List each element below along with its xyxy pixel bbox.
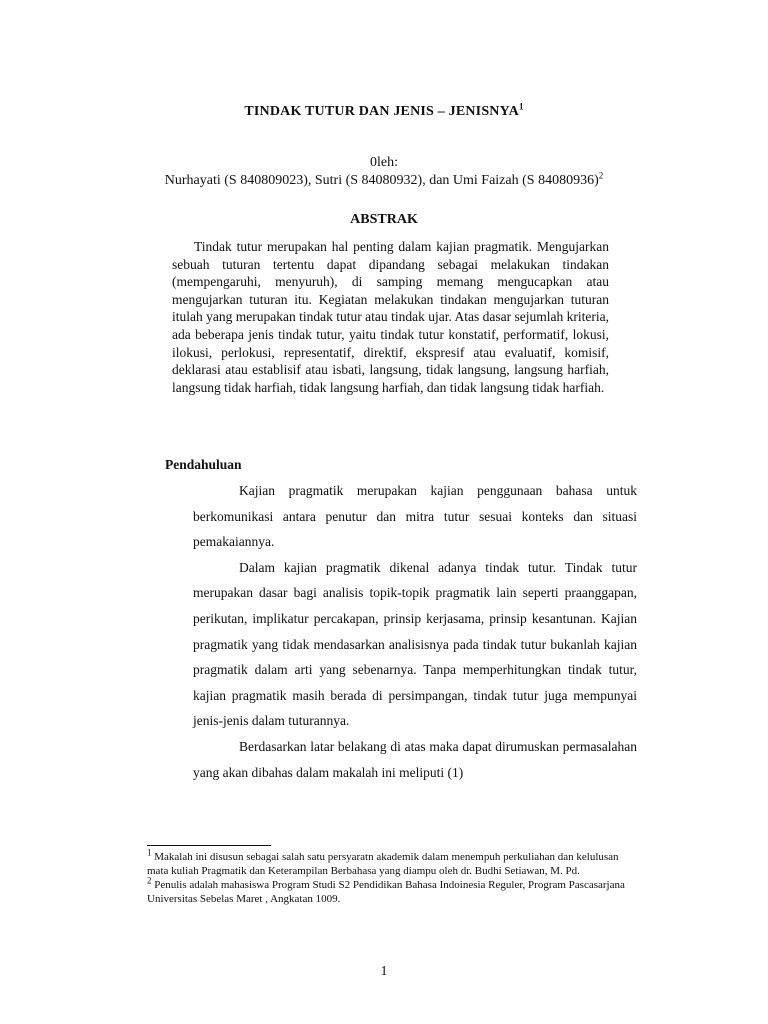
body-paragraph: Kajian pragmatik merupakan kajian penggunaan bahasa untuk berkomunikasi antara penutur dan mitra tutur sesuai konteks dan situasi pemakaiannya. [193, 483, 637, 550]
footnote-text: Makalah ini disusun sebagai salah satu persyaratn akademik dalam menempuh perkuliahan dan kelulusan mata kuliah Pragmatik dan Keterampilan Berbahasa yang diampu oleh dr. Budhi Setiawan, M. Pd. [147, 851, 619, 877]
footnote-mark: 2 [147, 875, 152, 886]
abstract-heading: ABSTRAK [350, 212, 418, 227]
footnote [147, 847, 635, 878]
author-list [0, 170, 768, 189]
section-heading: Pendahuluan [165, 457, 242, 472]
title-footnote-mark: 1 [518, 101, 524, 112]
authors-text: Nurhayati (S 840809023), Sutri (S 84080932), dan Umi Faizah (S 84080936) [164, 173, 599, 188]
footnote-text: Penulis adalah mahasiswa Program Studi S2 Pendidikan Bahasa Indoinesia Reguler, Program Pascasarjana Universitas Sebelas Maret , Angkatan 1009. [147, 879, 625, 905]
body-text [193, 478, 637, 785]
title-text: TINDAK TUTUR DAN JENIS – JENISNYA [244, 104, 519, 119]
authors-footnote-mark: 2 [598, 170, 604, 181]
footnote [147, 875, 635, 906]
byline-prefix: 0leh: [370, 155, 398, 170]
footnote-mark: 1 [147, 847, 152, 858]
body-paragraph: Berdasarkan latar belakang di atas maka dapat dirumuskan permasalahan yang akan dibahas dalam makalah ini meliputi (1) [193, 738, 637, 780]
footnote-divider [147, 845, 271, 846]
page-number: 1 [380, 964, 388, 979]
footnotes [147, 847, 635, 906]
body-paragraph: Dalam kajian pragmatik dikenal adanya tindak tutur. Tindak tutur merupakan dasar bagi analisis topik-topik pragmatik lain seperti praanggapan, perikutan, implikatur percakapan, prinsip kerjasama, prinsip kesantunan. Kajian pragmatik yang tidak mendasarkan analisisnya pada tindak tutur bukanlah kajian pragmatik dalam arti yang sebenarnya. Tanpa memperhitungkan tindak tutur, kajian pragmatik masih berada di persimpangan, tindak tutur juga mempunyai jenis-jenis dalam tuturannya. [193, 559, 637, 729]
document-title [0, 101, 768, 120]
abstract-paragraph: Tindak tutur merupakan hal penting dalam kajian pragmatik. Mengujarkan sebuah tuturan tertentu dapat dipandang sebagai melakukan tindakan (mempengaruhi, menyuruh), di samping memang mengucapkan atau mengujarkan tuturan itu. Kegiatan melakukan tindakan mengujarkan tuturan itulah yang merupakan tindak tutur atau tindak ujar. Atas dasar sejumlah kriteria, ada beberapa jenis tindak tutur, yaitu tindak tutur konstatif, performatif, lokusi, ilokusi, perlokusi, representatif, direktif, ekspresif atau evaluatif, komisif, deklarasi atau establisif atau isbati, langsung, tidak langsung, langsung harfiah, langsung tidak harfiah, tidak langsung harfiah, dan tidak langsung tidak harfiah. [172, 239, 609, 395]
